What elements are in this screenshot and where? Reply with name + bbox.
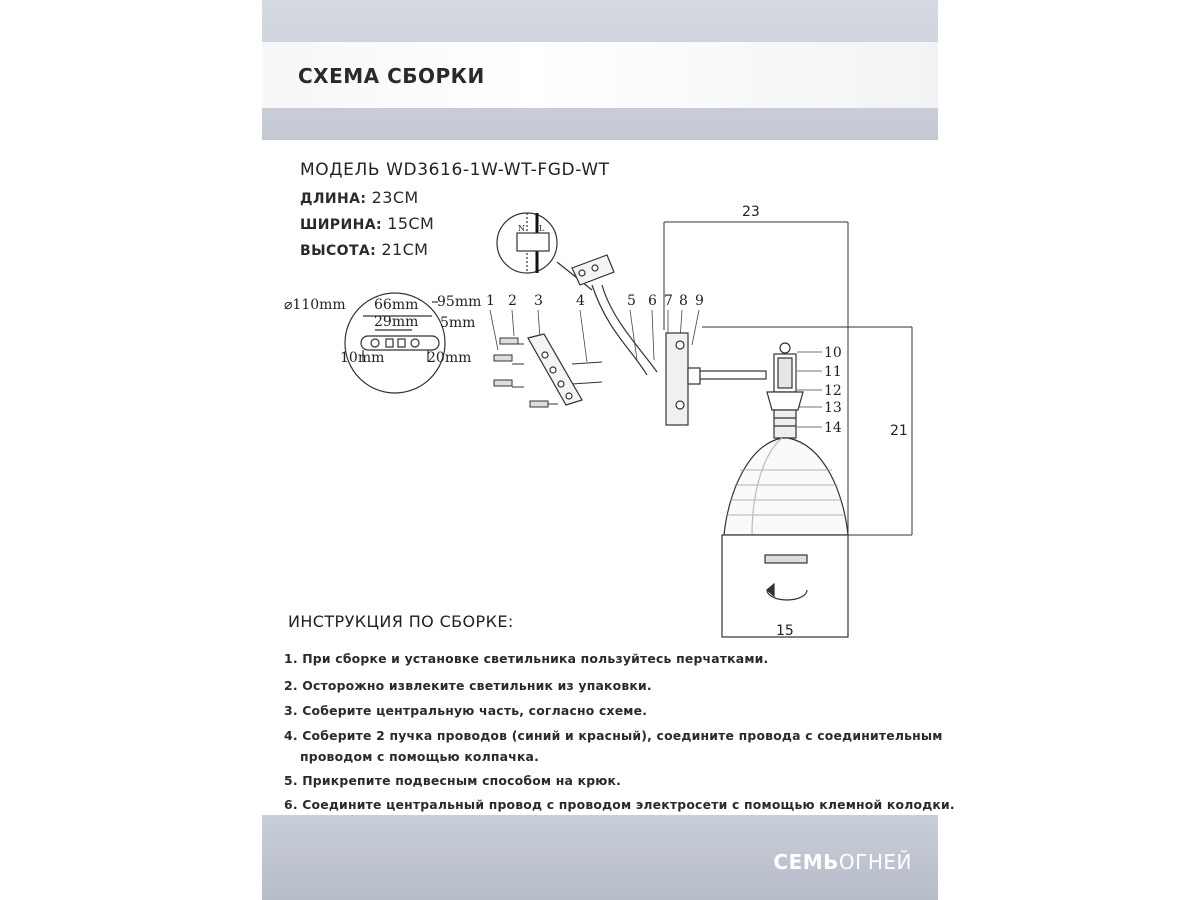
connector-n-label: N <box>518 224 525 233</box>
backplate <box>666 333 688 425</box>
part-12-label: 12 <box>824 383 842 399</box>
mount-bar <box>361 336 439 350</box>
part-13-label: 13 <box>824 400 842 416</box>
lamp-arm <box>688 368 766 384</box>
connector-l-label: L <box>539 224 545 233</box>
dim-length-label: 23 <box>742 204 760 220</box>
instruction-step-4: 4. Соберите 2 пучка проводов (синий и красный), соедините провода с соединительным <box>284 728 943 743</box>
instruction-step-1: 1. При сборке и установке светильника пользуйтесь перчатками. <box>284 651 769 666</box>
mount-29-label: 29mm <box>374 314 419 330</box>
mount-95-label: 95mm <box>437 294 482 310</box>
part-1-label: 1 <box>486 293 495 309</box>
mounting-bracket <box>528 334 582 405</box>
part-14-label: 14 <box>824 420 842 436</box>
mount-10-label: 10mm <box>340 350 385 366</box>
instructions-title: ИНСТРУКЦИЯ ПО СБОРКЕ: <box>288 612 514 631</box>
part-2-label: 2 <box>508 293 517 309</box>
part-6-label: 6 <box>648 293 657 309</box>
terminal-block <box>572 255 614 285</box>
rotation-detail <box>722 535 848 637</box>
spec-length-value: 23СМ <box>371 188 419 207</box>
instruction-step-6: 6. Соедините центральный провод с проводом электросети с помощью клемной колодки. <box>284 797 955 812</box>
lamp-holder <box>767 343 803 438</box>
part-7-label: 7 <box>664 293 673 309</box>
spec-width-label: ШИРИНА: <box>300 217 382 233</box>
mount-20-label: 20mm <box>427 350 472 366</box>
spec-height-value: 21СМ <box>381 240 429 259</box>
assembly-sheet <box>262 0 955 900</box>
mount-5-label: 5mm <box>440 315 476 331</box>
brand-logo <box>773 850 912 874</box>
glass-shade <box>724 438 848 535</box>
spec-height-label: ВЫСОТА: <box>300 243 377 259</box>
part-3-label: 3 <box>534 293 543 309</box>
instruction-step-4-cont: проводом с помощью колпачка. <box>300 749 540 764</box>
spec-width-value: 15СМ <box>387 214 435 233</box>
part-10-label: 10 <box>824 345 842 361</box>
page-title: СХЕМА СБОРКИ <box>298 64 485 88</box>
dim-height-label: 21 <box>890 423 908 439</box>
brand-light: ОГНЕЙ <box>838 850 912 874</box>
brand-bold: СЕМЬ <box>773 850 839 874</box>
part-8-label: 8 <box>679 293 688 309</box>
part-4-label: 4 <box>576 293 585 309</box>
part-5-label: 5 <box>627 293 636 309</box>
part-9-label: 9 <box>695 293 704 309</box>
mount-66-label: 66mm <box>374 297 419 313</box>
dim-width-label: 15 <box>776 623 794 639</box>
assembly-diagram <box>262 0 938 660</box>
spec-length-label: ДЛИНА: <box>300 191 367 207</box>
instruction-step-3: 3. Соберите центральную часть, согласно схеме. <box>284 703 648 718</box>
model-name: МОДЕЛЬ WD3616-1W-WT-FGD-WT <box>300 160 610 180</box>
instruction-step-2: 2. Осторожно извлеките светильник из упаковки. <box>284 678 652 693</box>
instruction-step-5: 5. Прикрепите подвесным способом на крюк. <box>284 773 622 788</box>
part-11-label: 11 <box>824 364 842 380</box>
mount-diameter-label: ⌀110mm <box>284 297 346 313</box>
